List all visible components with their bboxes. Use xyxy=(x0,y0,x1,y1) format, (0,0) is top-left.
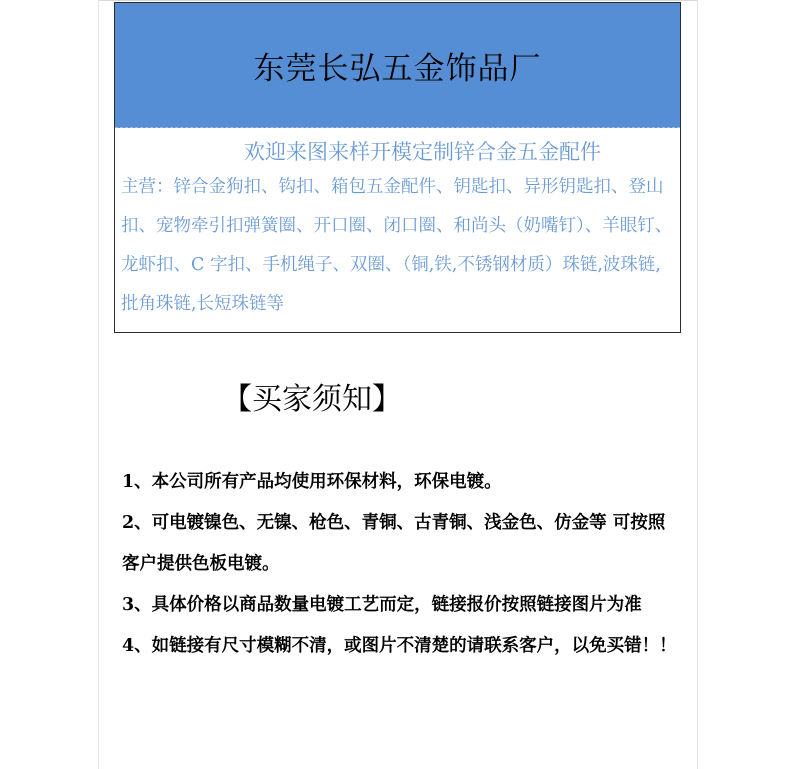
notice-item-4: 4、如链接有尺寸模糊不清，或图片不清楚的请联系客户，以免买错！！ xyxy=(122,636,677,656)
company-info-box xyxy=(114,2,681,333)
notice-item-2: 2、可电镀镍色、无镍、枪色、青铜、古青铜、浅金色、仿金等 可按照客户提供色板电镀。 xyxy=(122,513,666,574)
page-left-margin-rule xyxy=(98,0,99,769)
notice-item-3: 3、具体价格以商品数量电镀工艺而定，链接报价按照链接图片为准 xyxy=(122,595,642,615)
welcome-text: 欢迎来图来样开模定制锌合金五金配件 xyxy=(244,140,601,164)
buyer-notice-title: 【买家须知】 xyxy=(222,382,402,417)
page-right-margin-rule xyxy=(697,0,698,769)
company-banner xyxy=(115,3,680,128)
factory-name: 东莞长弘五金饰品厂 xyxy=(253,50,542,87)
buyer-notice-list xyxy=(122,462,682,667)
notice-item-1: 1、本公司所有产品均使用环保材料，环保电镀。 xyxy=(122,472,502,492)
page-top-rule xyxy=(98,0,698,1)
main-products-text: 主营：锌合金狗扣、钩扣、箱包五金配件、钥匙扣、异形钥匙扣、登山扣、宠物牵引扣弹簧圈、开口圈、闭口圈、和尚头（奶嘴钉）、羊眼钉、龙虾扣、C 字扣、手机绳子、双圈、（铜,铁,不锈钢材质）珠链,波珠链,批角珠链,长短珠链等 xyxy=(121,177,673,314)
